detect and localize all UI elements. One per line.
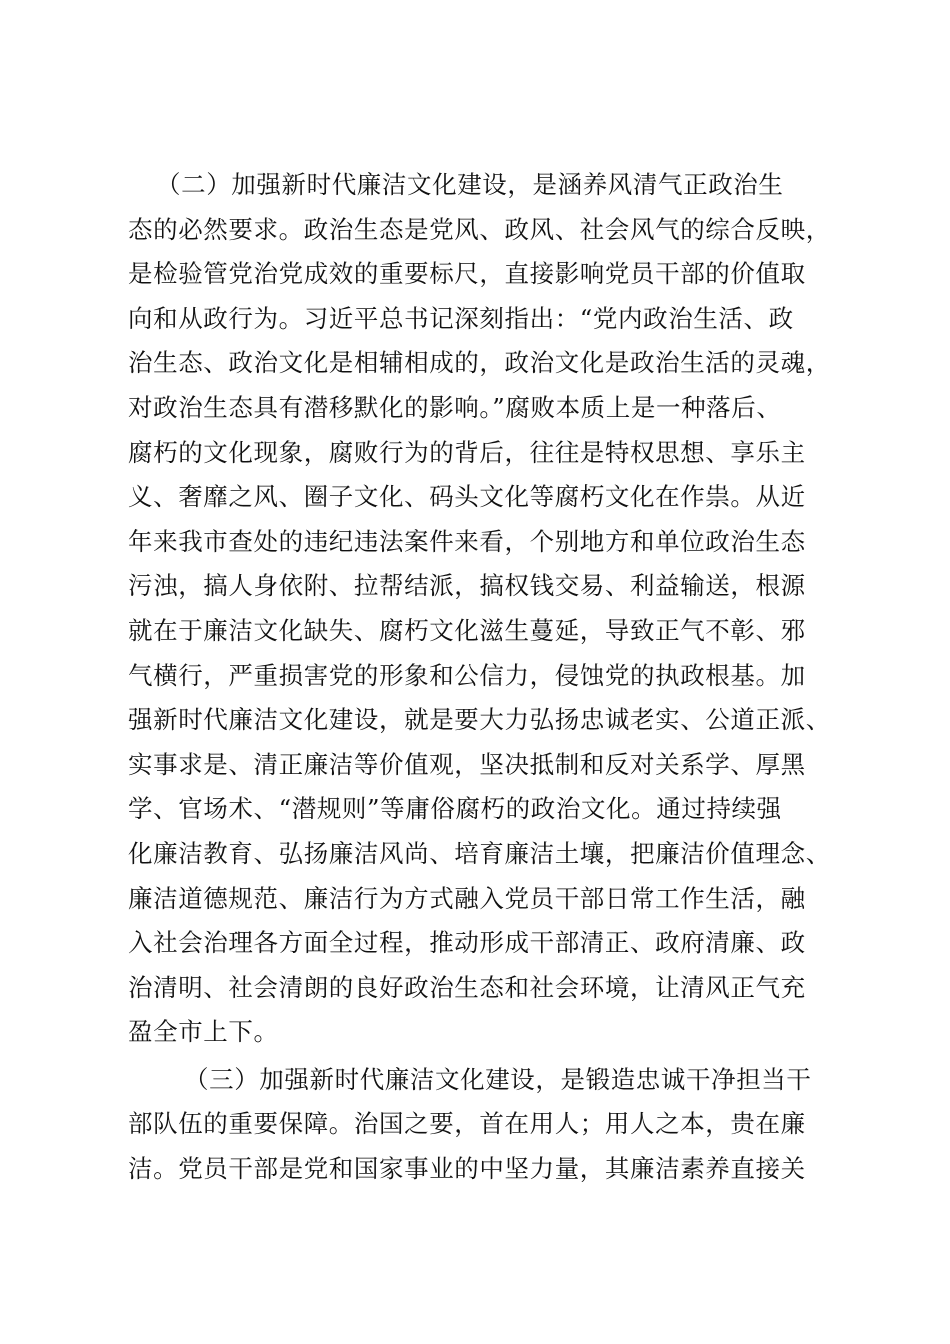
text-line: 实事求是、清正廉洁等价值观，坚决抵制和反对关系学、厚黑	[128, 749, 806, 779]
text-line: 对政治生态具有潜移默化的影响。”腐败本质上是一种落后、	[128, 392, 782, 422]
text-line: 化廉洁教育、弘扬廉洁风尚、培育廉洁土壤，把廉洁价值理念、	[128, 838, 831, 868]
text-line: 年来我市查处的违纪违法案件来看，个别地方和单位政治生态	[128, 526, 806, 556]
text-line: 治生态、政治文化是相辅相成的，政治文化是政治生活的灵魂，	[128, 348, 831, 378]
text-line: 腐朽的文化现象，腐败行为的背后，往往是特权思想、享乐主	[128, 437, 806, 467]
text-line: （二）加强新时代廉洁文化建设，是涵养风清气正政治生	[156, 170, 784, 199]
text-line: 污浊，搞人身依附、拉帮结派，搞权钱交易、利益输送，根源	[128, 571, 806, 601]
text-line: 气横行，严重损害党的形象和公信力，侵蚀党的执政根基。加	[128, 660, 806, 690]
text-line: 义、奢靡之风、圈子文化、码头文化等腐朽文化在作祟。从近	[128, 482, 806, 512]
text-line: 就在于廉洁文化缺失、腐朽文化滋生蔓延，导致正气不彰、邪	[128, 615, 806, 645]
text-line: （三）加强新时代廉洁文化建设，是锻造忠诚干净担当干	[184, 1064, 812, 1094]
text-line: 廉洁道德规范、廉洁行为方式融入党员干部日常工作生活，融	[128, 883, 806, 913]
paragraph-2	[128, 163, 858, 1055]
text-line: 洁。党员干部是党和国家事业的中坚力量，其廉洁素养直接关	[128, 1154, 806, 1184]
text-line: 入社会治理各方面全过程，推动形成干部清正、政府清廉、政	[128, 928, 806, 958]
text-line: 学、官场术、“潜规则”等庸俗腐朽的政治文化。通过持续强	[128, 794, 782, 824]
text-line: 向和从政行为。习近平总书记深刻指出：“党内政治生活、政	[128, 303, 794, 333]
text-line: 盈全市上下。	[128, 1017, 279, 1047]
text-line: 强新时代廉洁文化建设，就是要大力弘扬忠诚老实、公道正派、	[128, 705, 831, 735]
text-line: 是检验管党治党成效的重要标尺，直接影响党员干部的价值取	[128, 259, 806, 289]
text-line: 治清明、社会清朗的良好政治生态和社会环境，让清风正气充	[128, 972, 806, 1002]
text-line: 态的必然要求。政治生态是党风、政风、社会风气的综合反映，	[128, 214, 831, 244]
document-body	[128, 163, 858, 1192]
text-line: 部队伍的重要保障。治国之要，首在用人；用人之本，贵在廉	[128, 1109, 806, 1139]
paragraph-3	[128, 1058, 858, 1192]
